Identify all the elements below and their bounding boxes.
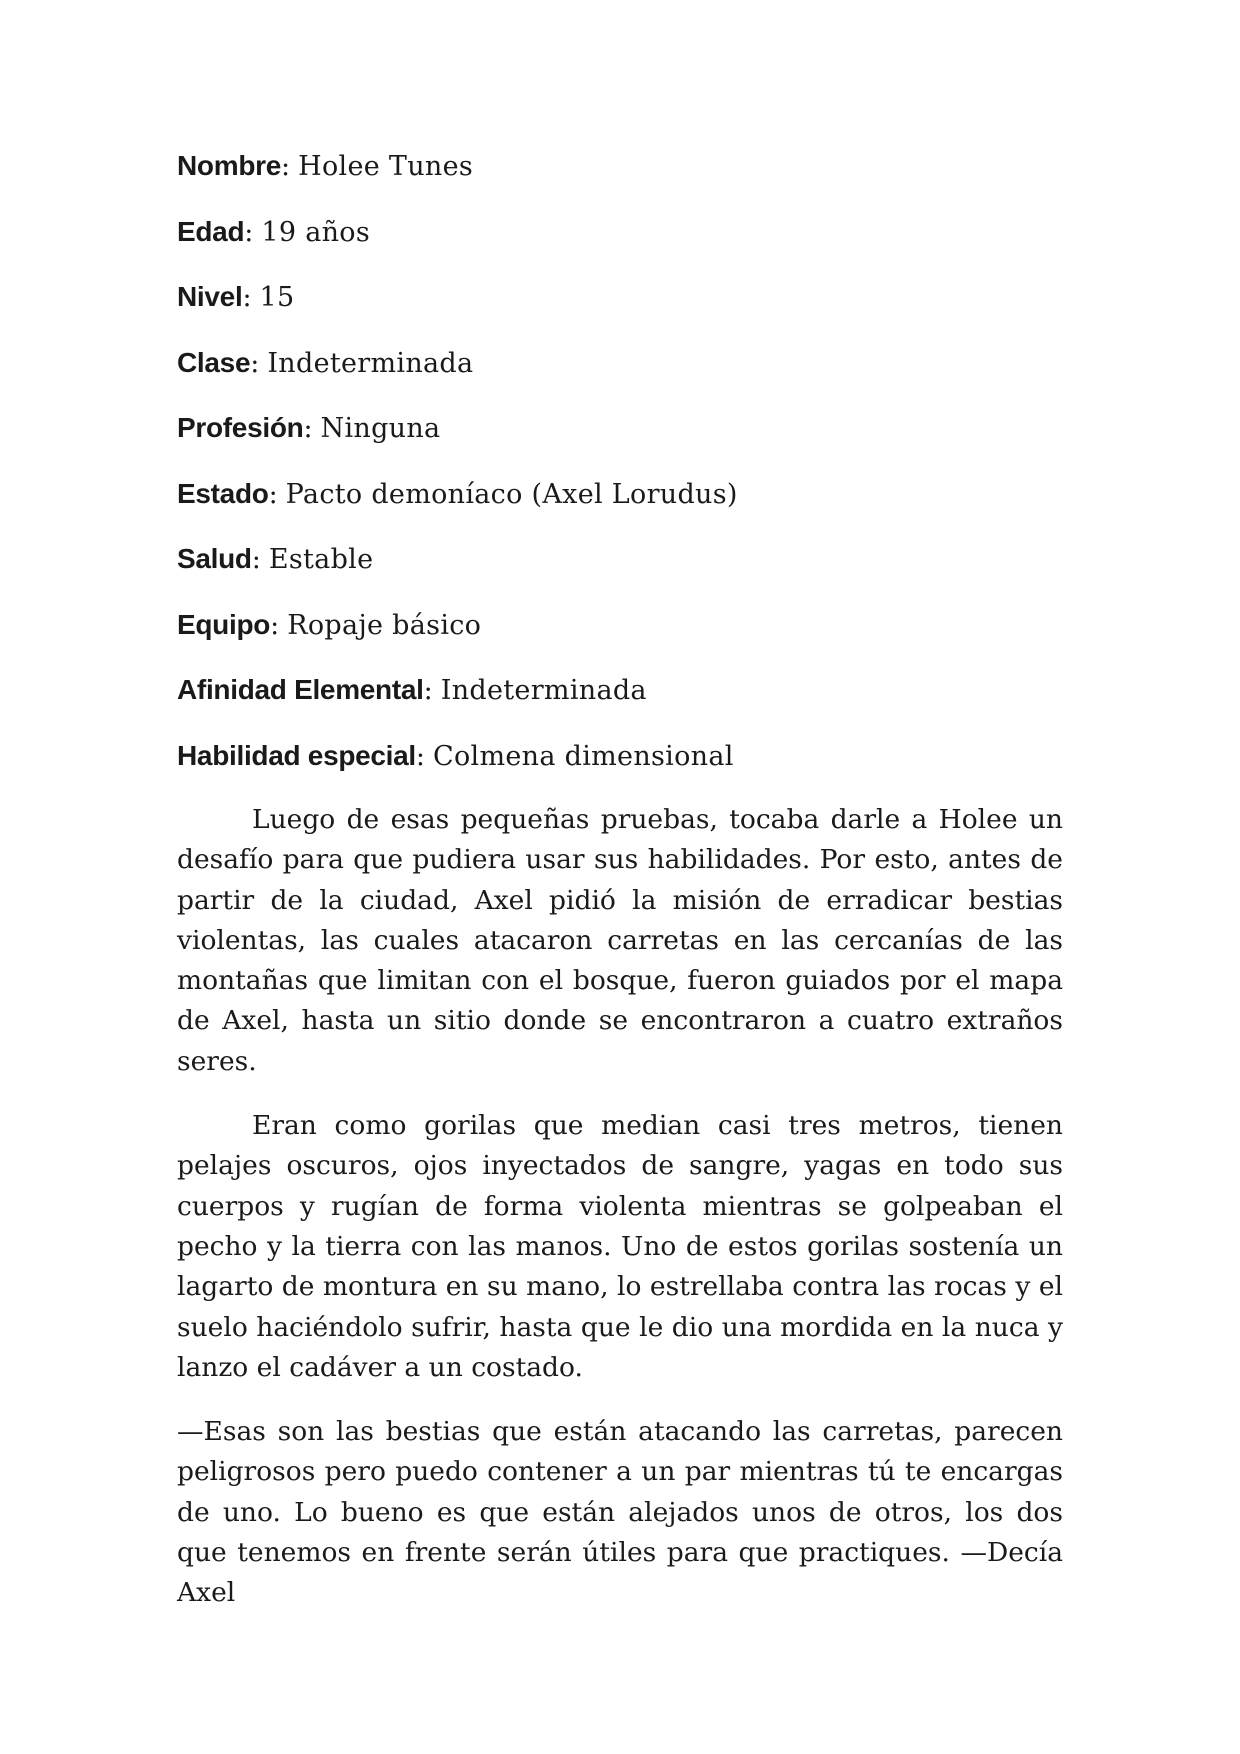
stat-label: Edad xyxy=(177,215,245,247)
stat-separator: : xyxy=(251,544,261,575)
document-page xyxy=(177,140,1063,1638)
stat-value: 15 xyxy=(259,282,295,313)
stat-label: Nivel xyxy=(177,281,243,312)
stat-equipo xyxy=(177,599,1063,665)
stat-value: Estable xyxy=(268,544,374,575)
stat-separator: : xyxy=(270,609,280,641)
stat-value: Pacto demoníaco (Axel Lorudus) xyxy=(285,478,738,510)
stat-salud xyxy=(177,533,1063,599)
paragraph-dialogue: —Esas son las bestias que están atacando las carretas, parecen peligrosos pero puedo contener a un par mientras tú te encargas de uno. Lo bueno es que están alejados unos de otros, los dos que tenemos en frente serán útiles para que practiques. —Decía Axel xyxy=(177,1416,1063,1609)
stat-value: Ropaje básico xyxy=(287,609,482,641)
stat-label: Profesión xyxy=(177,412,304,443)
stat-separator: : xyxy=(268,478,278,510)
stat-value: Colmena dimensional xyxy=(433,740,734,772)
stat-edad xyxy=(177,206,1063,272)
stat-estado xyxy=(177,468,1063,534)
stat-nombre xyxy=(177,140,1063,206)
stat-afinidad-elemental xyxy=(177,664,1063,730)
stat-separator: : xyxy=(415,740,426,772)
stat-value: Ninguna xyxy=(320,413,441,444)
stat-value: 19 años xyxy=(261,216,371,248)
stat-habilidad-especial xyxy=(177,730,1063,796)
stat-value: Indeterminada xyxy=(440,675,647,706)
stat-separator: : xyxy=(244,216,254,248)
stat-label: Afinidad Elemental xyxy=(177,674,424,705)
stat-separator: : xyxy=(303,413,313,444)
stat-label: Equipo xyxy=(177,608,271,640)
stat-separator: : xyxy=(281,151,291,182)
stat-clase xyxy=(177,337,1063,403)
stat-label: Nombre xyxy=(177,150,281,181)
stat-label: Habilidad especial xyxy=(177,739,416,771)
stat-nivel xyxy=(177,271,1063,337)
paragraph-gorillas: Eran como gorilas que median casi tres metros, tienen pelajes oscuros, ojos inyectados de sangre, yagas en todo sus cuerpos y rugían de forma violenta mientras se golpeaban el pecho y la tierra con las manos. Uno de estos gorilas sostenía un lagarto de montura en su mano, lo estrellaba contra las rocas y el suelo haciéndolo sufrir, hasta que le dio una mordida en la nuca y lanzo el cadáver a un costado. xyxy=(177,1110,1063,1383)
stat-label: Clase xyxy=(177,346,251,378)
stat-profesion xyxy=(177,402,1063,468)
story-body xyxy=(177,800,1063,1614)
stat-value: Holee Tunes xyxy=(298,151,474,182)
character-stats xyxy=(177,140,1063,795)
stat-separator: : xyxy=(423,675,433,706)
stat-label: Estado xyxy=(177,477,269,509)
stat-separator: : xyxy=(250,347,260,379)
paragraph-mission: Luego de esas pequeñas pruebas, tocaba darle a Holee un desafío para que pudiera usar sus habilidades. Por esto, antes de partir de la ciudad, Axel pidió la misión de erradicar bestias violentas, las cuales atacaron carretas en las cercanías de las montañas que limitan con el bosque, fueron guiados por el mapa de Axel, hasta un sitio donde se encontraron a cuatro extraños seres. xyxy=(177,804,1063,1077)
stat-value: Indeterminada xyxy=(267,347,474,379)
stat-separator: : xyxy=(242,282,252,313)
stat-label: Salud xyxy=(177,543,252,574)
